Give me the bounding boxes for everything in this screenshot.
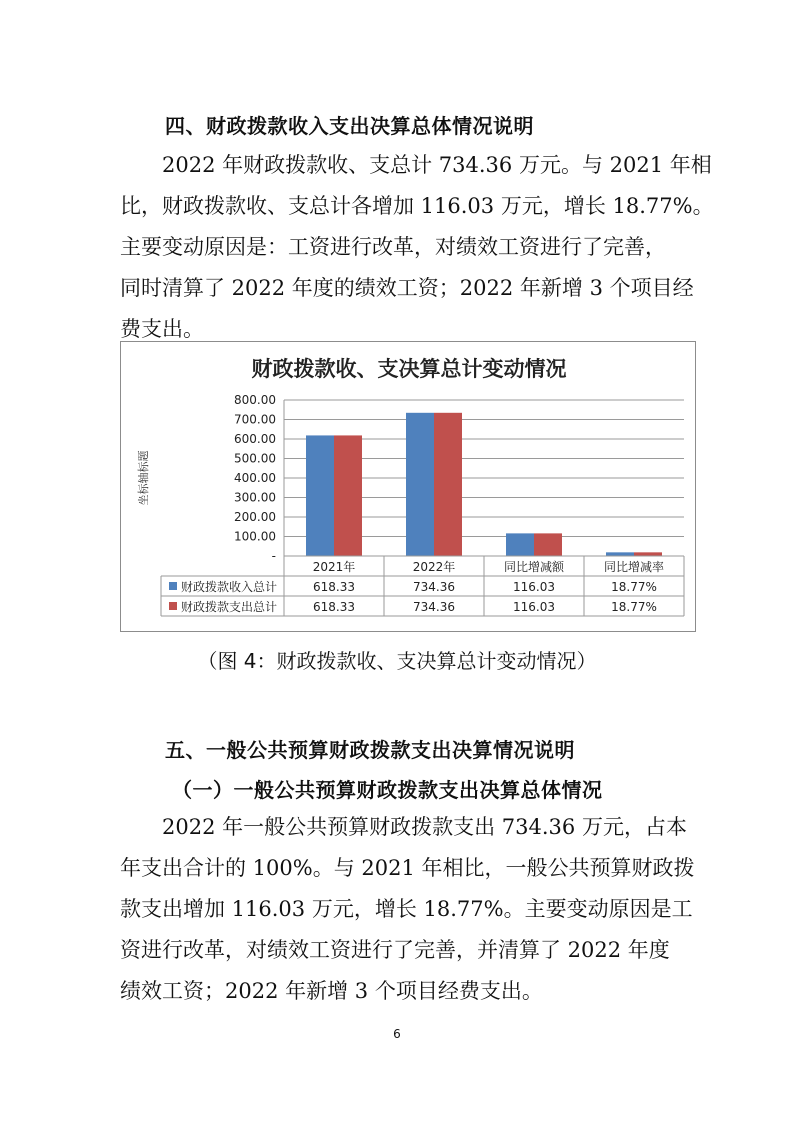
paragraph-line: 资进行改革，对绩效工资进行了完善，并清算了 2022 年度: [120, 938, 670, 962]
y-tick-label: 200.00: [234, 510, 276, 524]
y-tick-label: -: [271, 549, 276, 563]
y-tick-label: 600.00: [234, 432, 276, 446]
data-label: 18.77%: [611, 600, 657, 614]
bar-expense: [334, 435, 362, 556]
section-5-paragraph: [120, 807, 695, 1012]
y-tick-label: 100.00: [234, 529, 276, 544]
x-category-label: 同比增减率: [603, 560, 665, 574]
section-5-subheading: （一）一般公共预算财政拨款支出决算总体情况: [172, 778, 603, 802]
bar-chart: [121, 342, 697, 633]
y-tick-label: 800.00: [234, 393, 276, 407]
data-label: 116.03: [513, 600, 555, 614]
paragraph-line: 款支出增加 116.03 万元，增长 18.77%。主要变动原因是工: [120, 897, 693, 921]
figure-caption: （图 4：财政拨款收、支决算总计变动情况）: [197, 649, 597, 673]
chart-title: 财政拨款收、支决算总计变动情况: [251, 357, 567, 381]
bar-expense: [634, 552, 662, 556]
paragraph-line: 同时清算了 2022 年度的绩效工资；2022 年新增 3 个项目经: [120, 276, 694, 300]
bar-income: [606, 552, 634, 556]
legend-label: 财政拨款支出总计: [181, 600, 278, 614]
bar-income: [306, 435, 334, 556]
bar-expense: [434, 413, 462, 556]
x-category-label: 同比增减额: [503, 560, 565, 574]
paragraph-line: 2022 年财政拨款收、支总计 734.36 万元。与 2021 年相: [162, 153, 712, 177]
legend-swatch: [169, 582, 177, 590]
y-axis-title: 坐标轴标题: [137, 450, 150, 506]
data-label: 618.33: [313, 580, 355, 594]
y-tick-label: 500.00: [234, 451, 276, 466]
y-tick-label: 700.00: [234, 412, 276, 427]
bar-income: [406, 413, 434, 556]
section-5-heading: 五、一般公共预算财政拨款支出决算情况说明: [165, 738, 575, 762]
y-tick-label: 400.00: [234, 471, 276, 485]
section-4-paragraph: [120, 145, 714, 350]
paragraph-line: 2022 年一般公共预算财政拨款支出 734.36 万元，占本: [162, 815, 687, 839]
data-label: 734.36: [413, 580, 455, 594]
paragraph-line: 比，财政拨款收、支总计各增加 116.03 万元，增长 18.77%。: [120, 194, 714, 218]
x-category-label: 2022年: [412, 560, 456, 574]
legend-label: 财政拨款收入总计: [181, 580, 278, 594]
data-label: 618.33: [313, 600, 355, 614]
x-category-label: 2021年: [312, 560, 356, 574]
legend-swatch: [169, 602, 177, 610]
section-4-heading: 四、财政拨款收入支出决算总体情况说明: [165, 114, 534, 138]
paragraph-line: 年支出合计的 100%。与 2021 年相比，一般公共预算财政拨: [120, 856, 695, 880]
paragraph-line: 费支出。: [120, 317, 204, 341]
paragraph-line: 绩效工资；2022 年新增 3 个项目经费支出。: [120, 979, 543, 1003]
chart-container: [120, 341, 696, 632]
bar-expense: [534, 533, 562, 556]
paragraph-line: 主要变动原因是：工资进行改革，对绩效工资进行了完善，: [120, 235, 666, 259]
page-number: 6: [393, 1027, 401, 1041]
data-label: 116.03: [513, 580, 555, 594]
data-label: 18.77%: [611, 580, 657, 594]
bar-income: [506, 533, 534, 556]
y-tick-label: 300.00: [234, 490, 276, 505]
data-label: 734.36: [413, 600, 455, 614]
